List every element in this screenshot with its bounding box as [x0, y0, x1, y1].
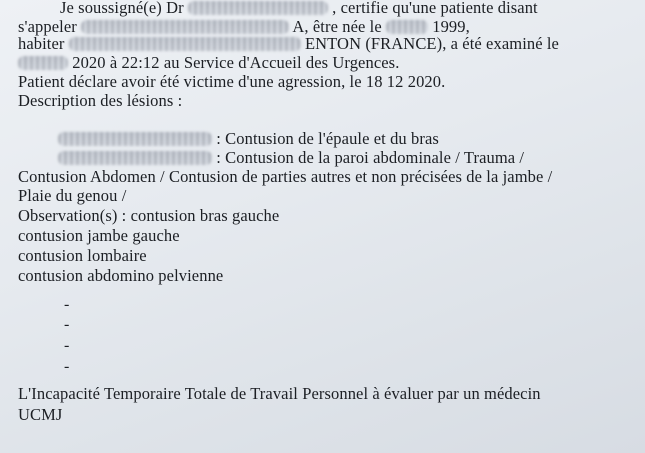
observation-2: contusion jambe gauche [18, 226, 180, 245]
redacted-lesion-label-1 [58, 132, 212, 146]
redacted-lesion-label-2 [58, 151, 212, 165]
birth-year: 1999, [432, 17, 470, 36]
certificate-line-5: Patient déclare avoir été victime d'une agression, le 18 12 2020. [18, 72, 446, 91]
lesion-1 [58, 129, 439, 148]
lesion-2-text: : Contusion de la paroi abdominale / Trauma / [216, 148, 525, 167]
itt-statement: L'Incapacité Temporaire Totale de Travail Personnel à évaluer par un médecin [18, 384, 541, 403]
list-dash: - [64, 358, 70, 375]
certificate-line-3 [18, 34, 559, 53]
exam-date-text: 2020 à 22:12 au Service d'Accueil des Urgences. [72, 53, 400, 72]
address-label: habiter [18, 34, 65, 53]
lesions-heading: Description des lésions : [18, 91, 183, 110]
redacted-exam-date [18, 56, 68, 70]
address-city-text: ENTON (FRANCE), a été examiné le [304, 34, 559, 53]
itt-organization: UCMJ [18, 405, 63, 424]
redacted-birth-date [386, 20, 428, 34]
observations-title: Observation(s) : contusion bras gauche [18, 206, 280, 225]
redacted-doctor-name [188, 1, 328, 15]
lesion-3: Contusion Abdomen / Contusion de parties autres et non précisées de la jambe / [18, 167, 553, 186]
certificate-line-1 [60, 0, 538, 17]
birth-label: A, être née le [292, 17, 382, 36]
list-dash: - [64, 296, 70, 313]
doctor-intro-text: Je soussigné(e) Dr [60, 0, 184, 17]
name-label: s'appeler [18, 17, 77, 36]
certify-text: , certifie qu'une patiente disant [332, 0, 538, 17]
lesion-2 [58, 148, 524, 167]
list-dash: - [64, 316, 70, 333]
certificate-line-4 [18, 53, 399, 72]
lesion-1-text: : Contusion de l'épaule et du bras [216, 129, 439, 148]
observation-4: contusion abdomino pelvienne [18, 266, 224, 285]
redacted-address [69, 37, 301, 51]
observation-3: contusion lombaire [18, 246, 147, 265]
lesion-4: Plaie du genou / [18, 186, 127, 205]
redacted-patient-name [81, 20, 289, 34]
list-dash: - [64, 337, 70, 354]
